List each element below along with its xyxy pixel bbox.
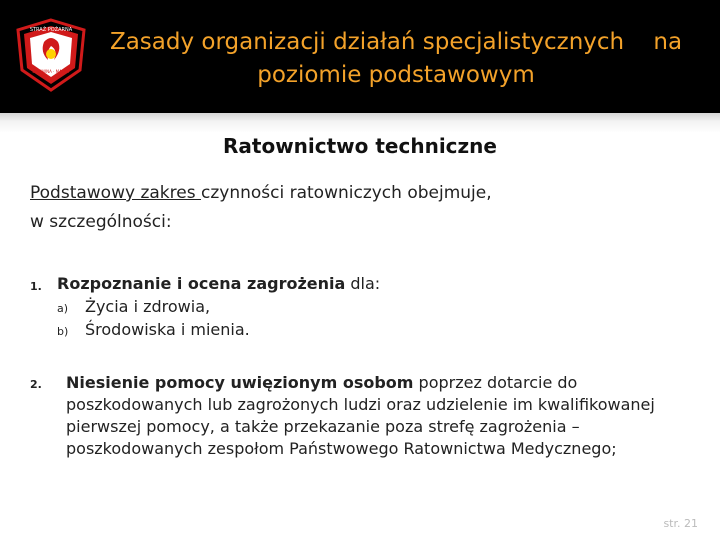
intro-text: czynności ratowniczych obejmuje,	[200, 183, 492, 203]
list-item-2-rest: poprzez dotarcie do	[413, 373, 578, 392]
list-item-1	[57, 273, 380, 295]
intro-text-line-2: w szczególności:	[30, 212, 172, 232]
list-item-2-line-3: pierwszej pomocy, a także przekazanie poza strefę zagrożenia –	[66, 417, 580, 436]
list-item-2-bold: Niesienie pomocy uwięzionym osobom	[66, 373, 414, 392]
list-number-2: 2.	[30, 378, 42, 391]
list-item-1-bold: Rozpoznanie i ocena zagrożenia	[57, 274, 346, 293]
fire-service-emblem-icon	[14, 18, 88, 92]
slide-header	[0, 0, 720, 113]
sub-text-b: Środowiska i mienia.	[85, 320, 250, 339]
page-number: str. 21	[663, 517, 698, 530]
sub-item-a	[57, 297, 210, 316]
list-item-2-line-2: poszkodowanych lub zagrożonych ludzi oraz udzielenie im kwalifikowanej	[66, 395, 655, 414]
sub-marker-a: a)	[57, 302, 69, 315]
list-item-2-line-4: poszkodowanych zespołom Państwowego Ratownictwa Medycznego;	[66, 439, 617, 458]
logo-top-text: STRAŻ POŻARNA	[29, 27, 73, 33]
sub-text-a: Życia i zdrowia,	[85, 297, 211, 316]
intro-paragraph	[30, 179, 670, 237]
list-item-1-rest: dla:	[345, 274, 381, 293]
title-line-2: poziomie podstawowym	[257, 62, 535, 88]
list-item-2	[66, 372, 655, 460]
logo-bottom-text: SPRAWNA · MĄDRY	[32, 69, 70, 74]
intro-underlined-text: Podstawowy zakres	[30, 183, 201, 203]
title-line-1: Zasady organizacji działań specjalistycznych na	[109, 29, 683, 55]
section-subtitle: Ratownictwo techniczne	[223, 134, 497, 158]
list-number-1: 1.	[30, 280, 42, 293]
sub-marker-b: b)	[57, 325, 69, 338]
slide-title	[96, 26, 696, 92]
sub-item-b	[57, 320, 250, 339]
